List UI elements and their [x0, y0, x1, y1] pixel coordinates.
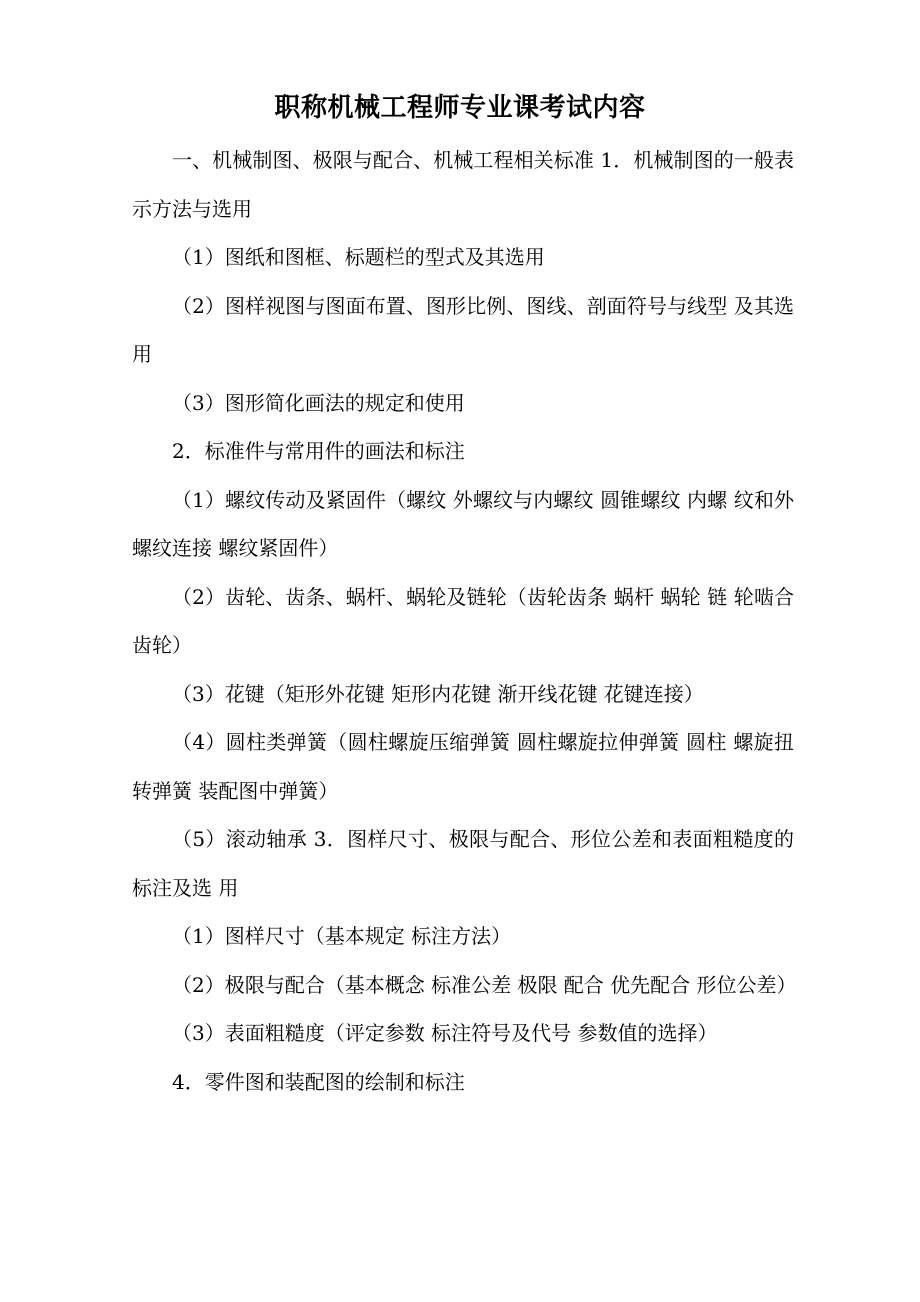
- paragraph-subsection: 2．标准件与常用件的画法和标注: [172, 439, 465, 463]
- paragraph-section-1: 一、机械制图、极限与配合、机械工程相关标准 1．机械制图的一般表示方法与选用: [132, 148, 794, 221]
- paragraph-item: （4）圆柱类弹簧（圆柱螺旋压缩弹簧 圆柱螺旋拉伸弹簧 圆柱 螺旋扭转弹簧 装配图中弹簧）: [132, 730, 794, 803]
- paragraph-item: （1）图样尺寸（基本规定 标注方法）: [172, 924, 512, 948]
- paragraph-item: （3）图形简化画法的规定和使用: [172, 390, 465, 415]
- paragraph-item: （2）齿轮、齿条、蜗杆、蜗轮及链轮（齿轮齿条 蜗杆 蜗轮 链 轮啮合齿轮）: [132, 584, 794, 657]
- paragraph-item: （1）螺纹传动及紧固件（螺纹 外螺纹与内螺纹 圆锥螺纹 内螺 纹和外螺纹连接 螺纹紧固件）: [132, 487, 794, 560]
- document-body: [132, 136, 797, 1106]
- paragraph-item: （1）图纸和图框、标题栏的型式及其选用: [172, 245, 545, 269]
- paragraph-item: （2）极限与配合（基本概念 标准公差 极限 配合 优先配合 形位公差）: [172, 972, 797, 997]
- paragraph-item: （3）花键（矩形外花键 矩形内花键 渐开线花键 花键连接）: [172, 681, 704, 706]
- document-title: 职称机械工程师专业课考试内容: [274, 93, 646, 123]
- paragraph-subsection: 4．零件图和装配图的绘制和标注: [172, 1069, 465, 1094]
- paragraph-item: （5）滚动轴承 3．图样尺寸、极限与配合、形位公差和表面粗糙度的标注及选 用: [132, 827, 794, 900]
- paragraph-item: （2）图样视图与图面布置、图形比例、图线、剖面符号与线型 及其选用: [132, 293, 794, 366]
- paragraph-item: （3）表面粗糙度（评定参数 标注符号及代号 参数值的选择）: [172, 1021, 718, 1045]
